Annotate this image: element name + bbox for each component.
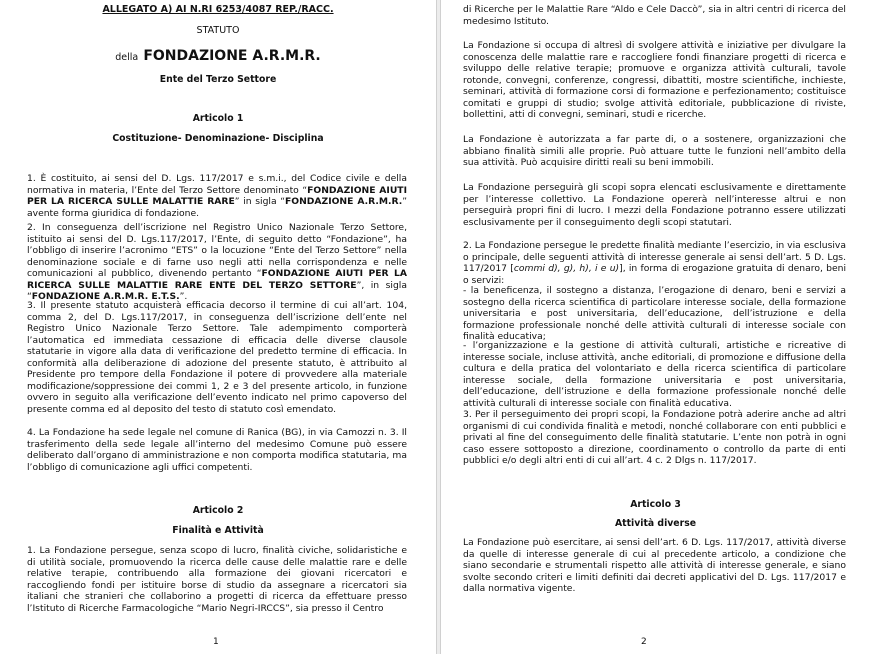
article-1-heading: Articolo 1 — [192, 113, 244, 124]
text-run: ], in forma di erogazione gratuita di denaro, beni o servizi: — [463, 263, 846, 286]
bold-run: FONDAZIONE A.R.M.R. — [285, 196, 403, 207]
text-run: ”, in sigla “ — [27, 279, 407, 302]
article-3-heading: Articolo 3 — [630, 499, 681, 510]
article-2-heading: Articolo 2 — [192, 505, 244, 516]
document-title — [0, 45, 436, 64]
article-2-paragraph-1: 1. La Fondazione persegue, senza scopo di lucro, finalità civiche, solidaristiche e di utilità sociale, promuovendo la ricerca delle cause delle malattie rare e delle relative terapie, contribuendo alla formazione dei giovani ricercatori e raccogliendo fondi per istituire borse di studio da assegnare a ricercatori sia italiani che stranieri che collaborino a progetti di ricerca da effettuare presso l’Istituto di Ricerche Farmacologiche “Mario Negri-IRCCS”, sia presso il Centro — [27, 545, 407, 614]
bold-run: FONDAZIONE AIUTI PER LA RICERCA SULLE MALATTIE RARE ENTE DEL TERZO SETTORE — [27, 268, 408, 291]
article-2-paragraph-1-continued: di Ricerche per le Malattie Rare “Aldo e Cele Daccò”, sia in altri centri di ricerca del medesimo Istituto. — [463, 4, 846, 27]
bold-run: FONDAZIONE A.R.M.R. E.T.S. — [31, 291, 180, 302]
article-2-paragraph-outreach: La Fondazione si occupa di altresì di svolgere attività e iniziative per divulgare la conoscenza delle malattie rare e raccogliere fondi finanziare progetti di ricerca e sviluppo delle relative terapie; promuove e organizza attività culturali, tavole rotonde, convegni, conferenze, congressi, dibattiti, mostre scientifiche, inchieste, seminari, attività di formazione corsi di formazione e perfezionamento; costituisce comitati e gruppi di studio; svolge attività editoriale, pubblicazione di riviste, bollettini, atti di convegni, seminari, studi e ricerche. — [463, 40, 846, 120]
text-run: ”. — [179, 291, 188, 302]
article-2-subheading: Finalità e Attività — [172, 525, 264, 536]
page-2 — [441, 0, 870, 654]
article-1-paragraph-4: 4. La Fondazione ha sede legale nel comune di Ranica (BG), in via Camozzi n. 3. Il trasferimento della sede legale all’interno del medesimo Comune può essere deliberato dall’organo di amministrazione e non comporta modifica statutaria, ma l’obbligo di comunicazione agli uffici competenti. — [27, 427, 407, 473]
article-3-subheading: Attività diverse — [614, 518, 697, 529]
article-2-paragraph-affiliations: La Fondazione è autorizzata a far parte di, o a sostenere, organizzazioni che abbiano finalità simili alle proprie. Può attuare tutte le funzioni nell’ambito della sua attività. Può acquisire diritti reali su beni immobili. — [463, 134, 846, 168]
document-subtitle: Ente del Terzo Settore — [159, 74, 277, 85]
title-prefix: della — [115, 52, 139, 63]
text-run: ” in sigla “ — [234, 196, 286, 207]
bold-run: FONDAZIONE AIUTI PER LA RICERCA SULLE MALATTIE RARE — [27, 184, 407, 207]
italic-run: commi d), g), h), i e u) — [513, 263, 620, 274]
article-2-paragraph-2 — [463, 240, 846, 286]
article-2-paragraph-3: 3. Per il perseguimento dei propri scopi, la Fondazione potrà aderire anche ad altri organismi di cui condivida finalità e metodi, nonché collaborare con enti pubblici e privati al fine del conseguimento delle finalità statutarie. L’ente non potrà in ogni caso essere sottoposto a direzione, coordinamento o controllo da parte di enti pubblici e/o degli altri enti di cui all’art. 4 c. 2 Dlgs n. 117/2017. — [463, 409, 846, 466]
title-main: FONDAZIONE A.R.M.R. — [143, 48, 321, 64]
page-number: 2 — [641, 637, 647, 647]
article-1-subheading: Costituzione- Denominazione- Disciplina — [112, 133, 324, 144]
allegato-reference: ALLEGATO A) AI N.RI 6253/4087 REP./RACC. — [102, 4, 334, 15]
statuto-label: STATUTO — [196, 25, 240, 36]
article-2-paragraph-purposes: La Fondazione perseguirà gli scopi sopra elencati esclusivamente e direttamente per l’interesse collettivo. La Fondazione opererà nell’interesse altrui e non perseguirà propri fini di lucro. I mezzi della Fondazione potranno essere utilizzati esclusivamente per il conseguimento degli scopi statutari. — [463, 182, 846, 228]
activity-list-item-2: - l’organizzazione e la gestione di attività culturali, artistiche e ricreative di interesse sociale, incluse attività, anche editoriali, di promozione e diffusione della cultura e della pratica del volontariato e della ricerca scientifica di particolare interesse sociale, della formazione universitaria e post universitaria, dell’educazione, dell’istruzione e della formazione professionale nonché delle attività culturali di interesse sociale con finalità educativa. — [463, 340, 846, 409]
activity-list-item-1: - la beneficenza, il sostegno a distanza, l’erogazione di denaro, beni e servizi a sostegno della ricerca scientifica di particolare interesse sociale, della formazione universitaria e post universitaria, dell’educazione, dell’istruzione e della formazione professionale nonché delle attività culturali di interesse sociale con finalità educativa; — [463, 285, 846, 342]
text-run: 2. In conseguenza dell’iscrizione nel Registro Unico Nazionale Terzo Settore, istituito ai sensi del D. Lgs.117/2017, l’Ente, di seguito detto “Fondazione”, ha l’obbligo di inserire l’acronimo “ETS” o la locuzione “Ente del Terzo Settore” nella denominazione sociale e di farne uso negli atti nella corrispondenza e nelle comunicazioni al pubblico, divenendo pertanto “ — [27, 222, 407, 279]
article-1-paragraph-2 — [27, 222, 407, 303]
page-number: 1 — [213, 637, 219, 647]
article-1-paragraph-1 — [27, 173, 407, 219]
text-run: ” avente forma giuridica di fondazione. — [27, 196, 407, 219]
text-run: 1. È costituito, ai sensi del D. Lgs. 117/2017 e s.m.i., del Codice civile e della normativa in materia, l’Ente del Terzo Settore denominato “ — [27, 173, 407, 196]
text-run: 2. La Fondazione persegue le predette finalità mediante l’esercizio, in via esclusiva o principale, delle seguenti attività di interesse generale ai sensi dell’art. 5 D. Lgs. 117/2017 [ — [463, 240, 846, 274]
article-1-paragraph-3: 3. Il presente statuto acquisterà efficacia decorso il termine di cui all’art. 104, comma 2, del D. Lgs.117/2017, in conseguenza dell’iscrizione dell’ente nel Registro Unico Nazionale Terzo Settore. Tale adempimento comporterà l’automatica ed immediata cessazione di efficacia delle diverse clausole statutarie in vigore alla data di verificazione del predetto termine di efficacia. In conformità alla deliberazione di adozione del presente statuto, è attribuito al Presidente pro tempore della Fondazione il potere di provvedere alla materiale modificazione/soppressione dei commi 1, 2 e 3 del presente articolo, in funzione ovvero in seguito alla verificazione dell’evento indicato nel primo capoverso del presente comma ed al deposito del testo di statuto così emendato. — [27, 300, 407, 415]
article-3-paragraph-1: La Fondazione può esercitare, ai sensi dell’art. 6 D. Lgs. 117/2017, attività diverse da quelle di interesse generale di cui al precedente articolo, a condizione che siano secondarie e strumentali rispetto alle attività di interesse generale, e siano svolte secondo criteri e limiti definiti dai decreti applicativi del D. Lgs. 117/2017 e dalla normativa vigente. — [463, 537, 846, 594]
